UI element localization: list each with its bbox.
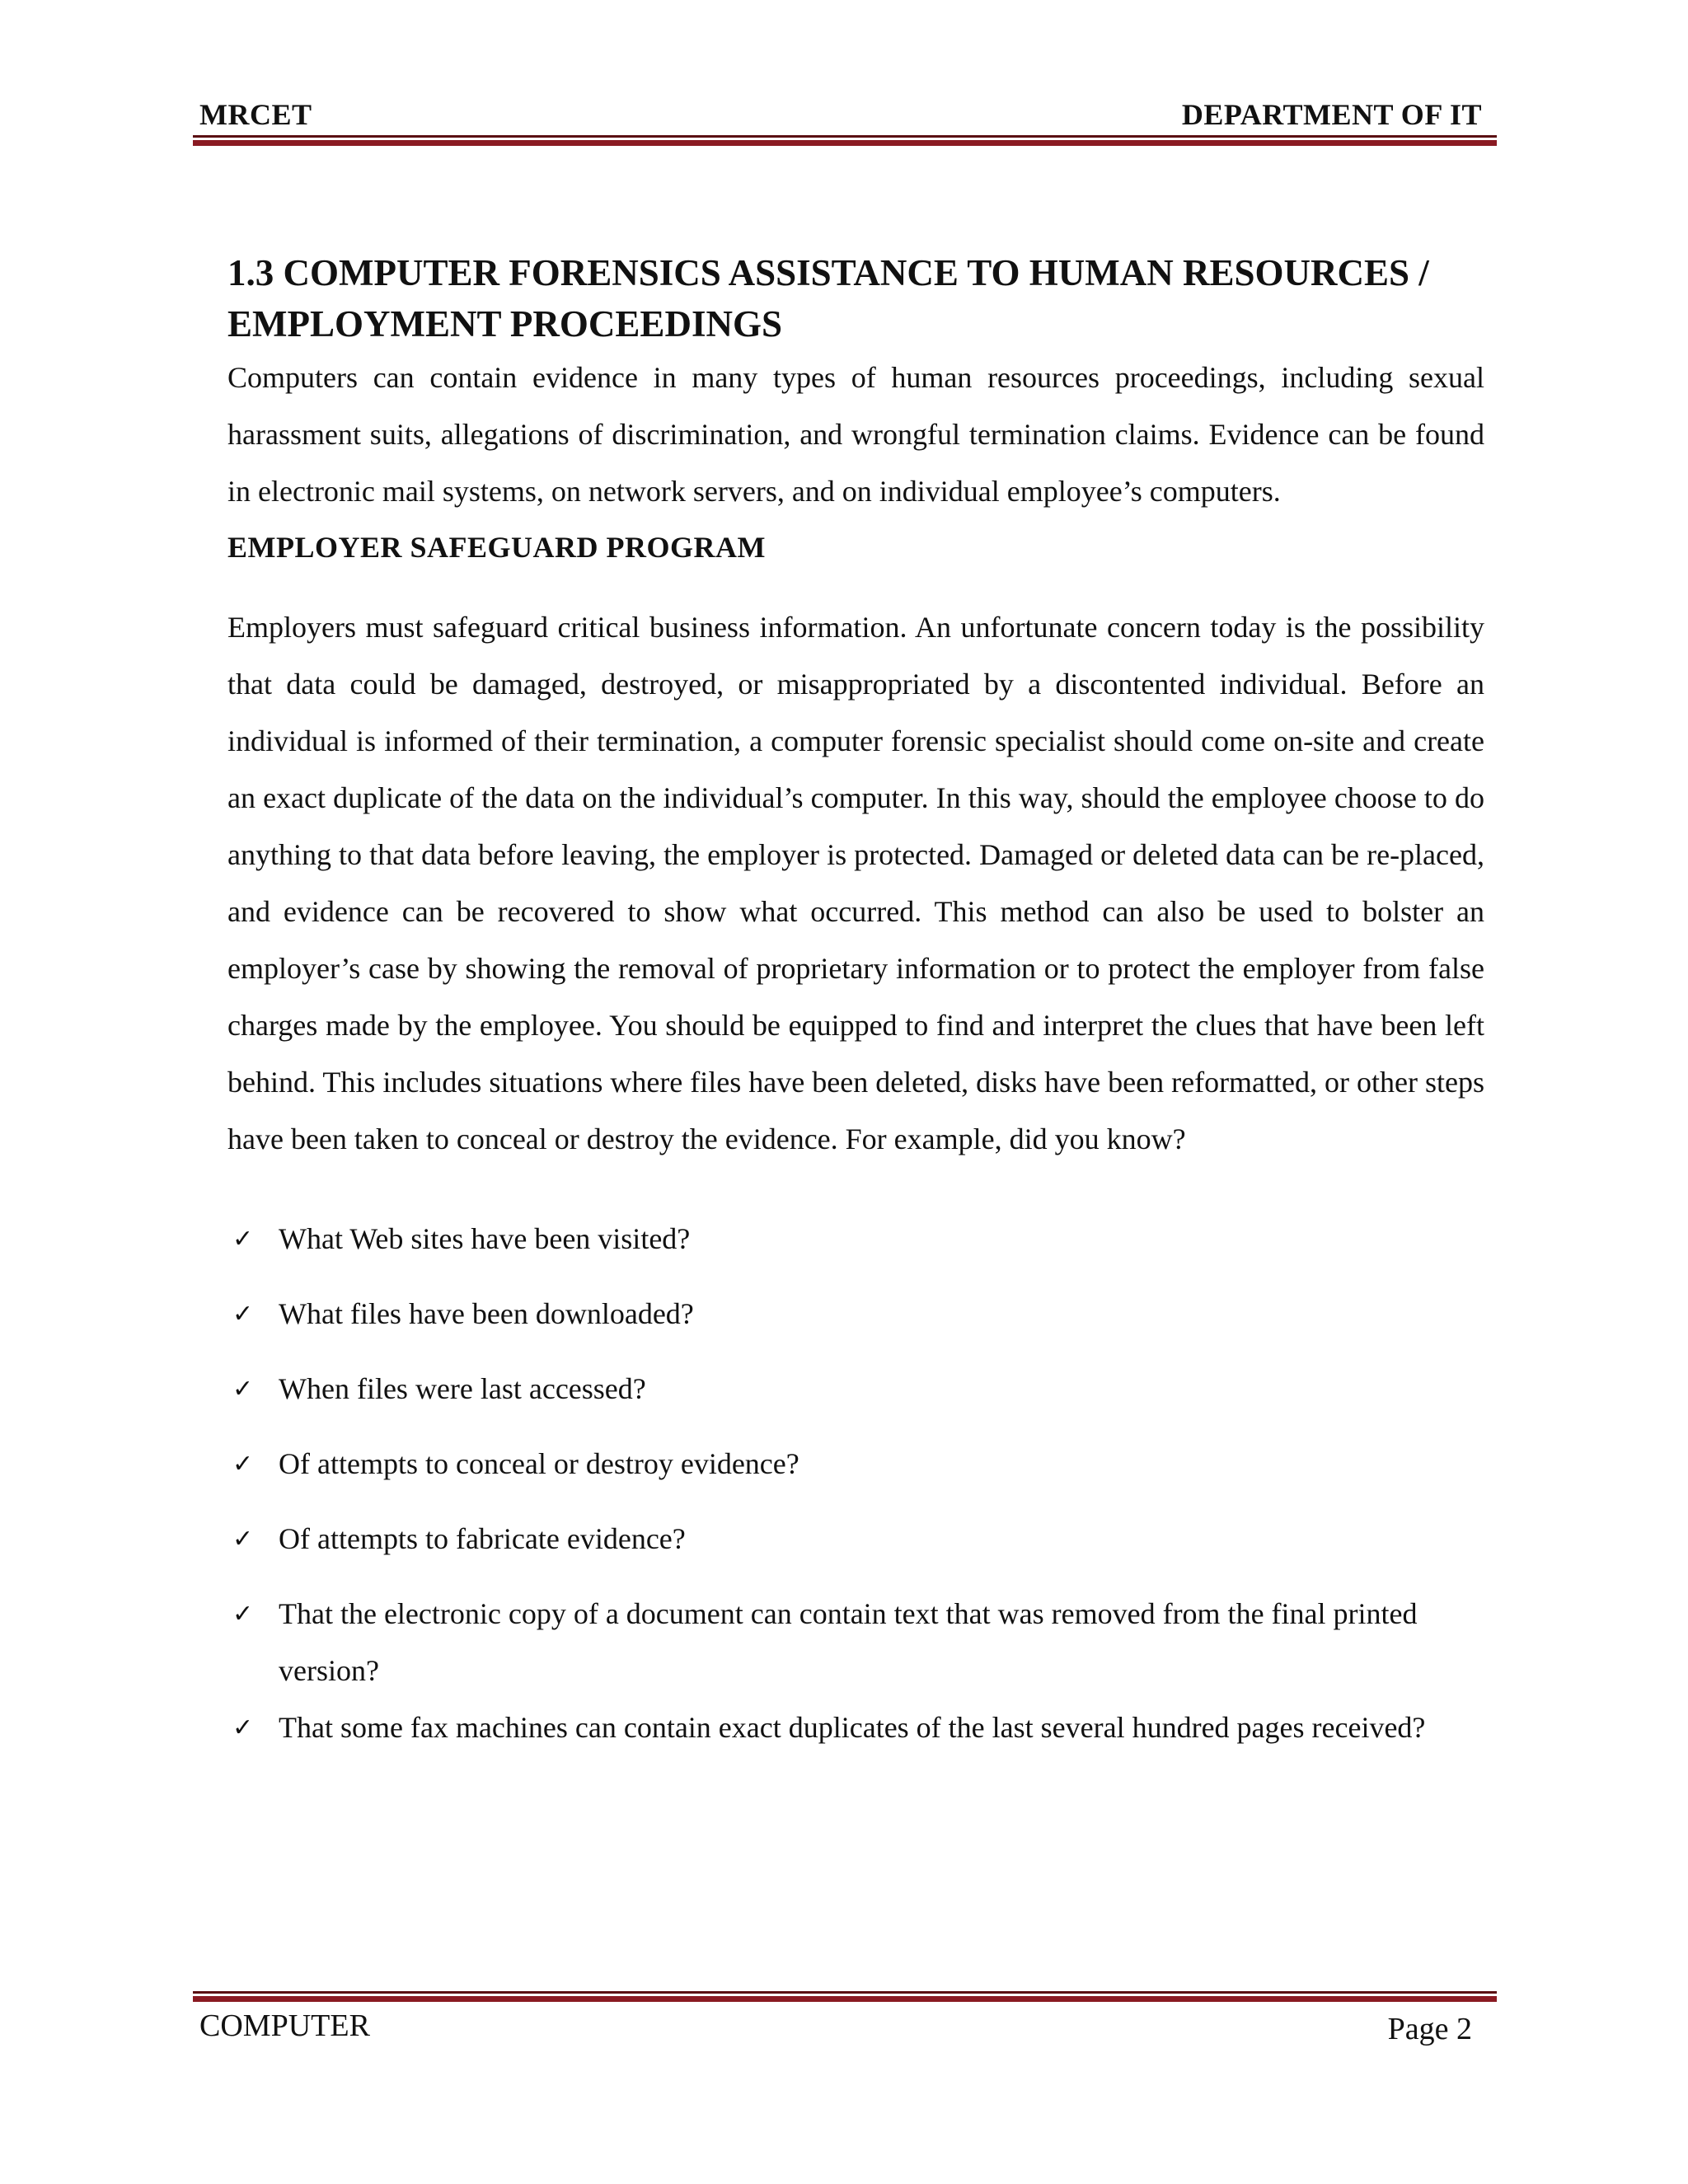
checkmark-icon: ✓ [232, 1300, 254, 1329]
header-department: DEPARTMENT OF IT [1181, 98, 1482, 131]
subsection-heading: EMPLOYER SAFEGUARD PROGRAM [227, 531, 766, 564]
list-item-text: When files were last accessed? [279, 1372, 646, 1405]
list-item [227, 1511, 1484, 1568]
checkmark-icon: ✓ [232, 1225, 254, 1254]
header-institution: MRCET [199, 98, 312, 131]
header-rule-thick [193, 140, 1497, 146]
footer-rule-thin [193, 1991, 1497, 1994]
section-title-line2: EMPLOYMENT PROCEEDINGS [227, 303, 782, 344]
checkmark-icon: ✓ [232, 1450, 254, 1479]
list-item-text: What files have been downloaded? [279, 1297, 694, 1330]
footer-rule-thick [193, 1996, 1497, 2002]
list-item-text: That the electronic copy of a document can contain text that was removed from the final printed version? [279, 1597, 1418, 1687]
list-item-text: That some fax machines can contain exact duplicates of the last several hundred pages received? [279, 1711, 1426, 1744]
section-title [227, 247, 1484, 349]
list-item-text: What Web sites have been visited? [279, 1222, 691, 1255]
list-item [227, 1361, 1484, 1418]
list-item [227, 1586, 1484, 1699]
list-item [227, 1699, 1484, 1756]
safeguard-paragraph: Employers must safeguard critical business information. An unfortunate concern today is the possibility that data could be damaged, destroyed, or misappropriated by a discontented individual. Before an individual is informed of their termination, a computer forensic specialist should come on-site and create an exact duplicate of the data on the individual’s computer. In this way, should the employee choose to do anything to that data before leaving, the employer is protected. Damaged or deleted data can be re-placed, and evidence can be recovered to show what occurred. This method can also be used to bolster an employer’s case by showing the removal of proprietary information or to protect the employer from false charges made by the employee. You should be equipped to find and interpret the clues that have been left behind. This includes situations where files have been deleted, disks have been reformatted, or other steps have been taken to conceal or destroy the evidence. For example, did you know? [227, 611, 1484, 1155]
page-number: Page 2 [1387, 2012, 1472, 2046]
intro-paragraph: Computers can contain evidence in many types of human resources proceedings, including sexual harassment suits, allegations of discrimination, and wrongful termination claims. Evidence can be found in electronic mail systems, on network servers, and on individual employee’s computers. [227, 361, 1484, 508]
list-item-text: Of attempts to conceal or destroy evidence? [279, 1447, 799, 1480]
list-item [227, 1286, 1484, 1343]
list-item [227, 1436, 1484, 1493]
header-rule-thin [193, 135, 1497, 138]
checkmark-icon: ✓ [232, 1713, 254, 1742]
checkmark-icon: ✓ [232, 1525, 254, 1554]
checkmark-icon: ✓ [232, 1600, 254, 1629]
list-item-text: Of attempts to fabricate evidence? [279, 1522, 686, 1555]
section-title-line1: 1.3 COMPUTER FORENSICS ASSISTANCE TO HUMAN RESOURCES / [227, 252, 1429, 293]
main-content [227, 247, 1484, 1756]
checkmark-icon: ✓ [232, 1375, 254, 1404]
footer-subject: COMPUTER [199, 2008, 370, 2043]
list-item [227, 1211, 1484, 1268]
evidence-checklist [227, 1211, 1484, 1756]
